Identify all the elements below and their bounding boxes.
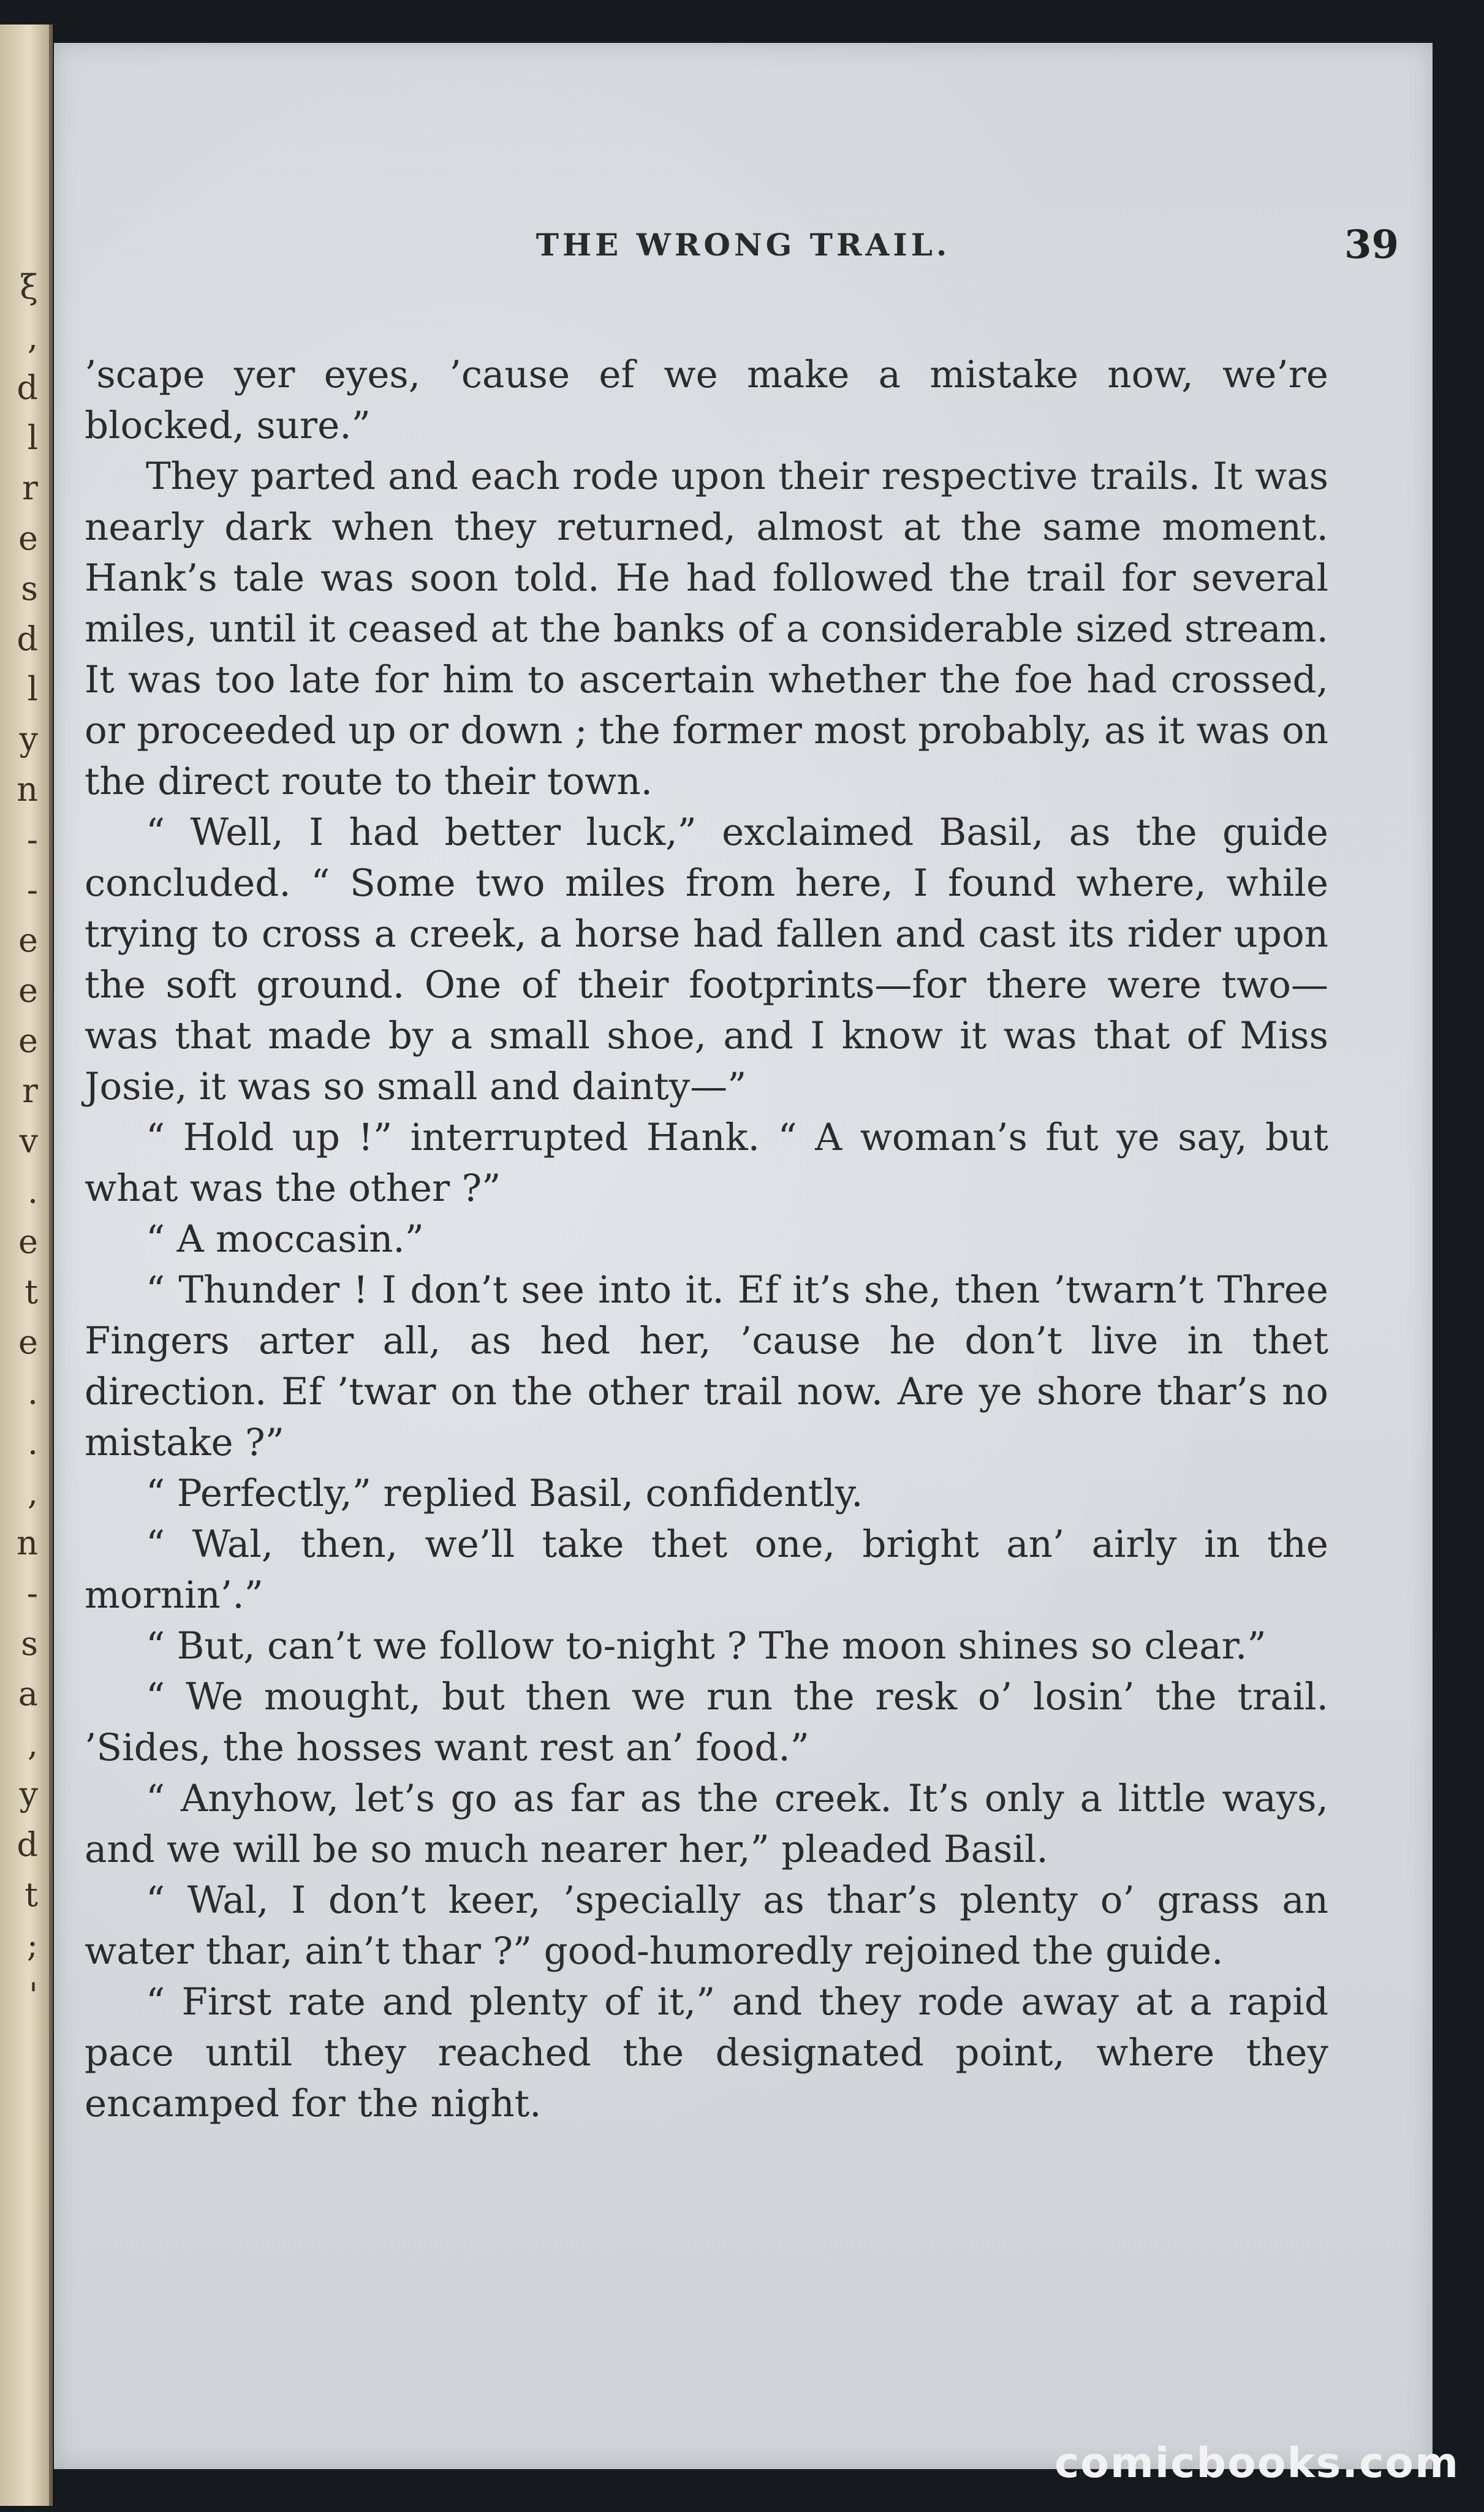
paragraph: “ Well, I had better luck,” exclaimed Basil, as the guide concluded. “ Some two miles from here, I found where, while trying to cross a creek, a horse had fallen and cast its rider upon the soft ground. One of their footprints—for there were two—was that made by a small shoe, and I know it was that of Miss Josie, it was so small and dainty—” xyxy=(85,811,1328,1108)
fragment: d xyxy=(17,619,38,658)
paragraph: “ First rate and plenty of it,” and they rode away at a rapid pace until they reached the designated point, where they encamped for the night. xyxy=(85,1980,1328,2125)
fragment: . xyxy=(27,1373,38,1412)
fragment: . xyxy=(27,1423,38,1462)
fragment: ξ xyxy=(20,268,38,306)
fragment: v xyxy=(19,1122,38,1160)
fragment: e xyxy=(18,519,38,558)
running-head xyxy=(54,222,1433,282)
fragment: e xyxy=(18,971,38,1010)
body-text xyxy=(85,349,1328,2129)
fragment: n xyxy=(17,1524,38,1562)
fragment: s xyxy=(21,1624,38,1663)
site-watermark: comicbooks.com xyxy=(1054,2439,1459,2487)
paragraph: “ A moccasin.” xyxy=(146,1217,424,1261)
fragment: , xyxy=(27,1725,38,1763)
fragment: e xyxy=(18,921,38,959)
fragment: d xyxy=(17,368,38,407)
paragraph: “ We mought, but then we run the resk o’ losin’ the trail. ’Sides, the hosses want rest an’ food.” xyxy=(85,1675,1328,1769)
fragment: ; xyxy=(26,1926,38,1964)
paragraph: “ Wal, I don’t keer, ’specially as thar’s plenty o’ grass an water thar, ain’t thar ?” good-humoredly rejoined the guide. xyxy=(85,1878,1328,1973)
paragraph: “ Wal, then, we’ll take thet one, bright an’ airly in the mornin’.” xyxy=(85,1523,1328,1617)
fragment: e xyxy=(18,1323,38,1361)
paragraph: ’scape yer eyes, ’cause ef we make a mistake now, we’re blocked, sure.” xyxy=(85,353,1328,447)
fragment: r xyxy=(22,1072,38,1110)
fragment: s xyxy=(21,569,38,608)
fragment: t xyxy=(25,1273,38,1311)
facing-page-edge xyxy=(0,25,53,2506)
fragment: l xyxy=(27,670,38,708)
fragment: - xyxy=(26,1574,38,1613)
fragment: , xyxy=(27,1474,38,1512)
paragraph: “ Hold up !” interrupted Hank. “ A woman’s fut ye say, but what was the other ?” xyxy=(85,1116,1328,1210)
page-number: 39 xyxy=(1344,222,1399,268)
fragment: ' xyxy=(29,1976,38,2015)
fragment: - xyxy=(26,871,38,909)
paragraph: “ But, can’t we follow to-night ? The moon shines so clear.” xyxy=(146,1624,1266,1668)
fragment: , xyxy=(27,318,38,357)
fragment: e xyxy=(18,1222,38,1261)
fragment: e xyxy=(18,1021,38,1060)
fragment: d xyxy=(17,1825,38,1864)
fragment: a xyxy=(18,1674,38,1713)
fragment: y xyxy=(19,720,38,759)
paragraph: They parted and each rode upon their respective trails. It was nearly dark when they returned, almost at the same moment. Hank’s tale was soon told. He had followed the trail for several miles, until it ceased at the banks of a considerable sized stream. It was too late for him to ascertain whether the foe had crossed, or proceeded up or down ; the former most probably, as it was on the direct route to their town. xyxy=(85,455,1328,803)
fragment: - xyxy=(26,820,38,859)
fragment: y xyxy=(19,1775,38,1814)
running-title: THE WRONG TRAIL. xyxy=(536,227,951,263)
book-page xyxy=(54,43,1433,2469)
fragment: r xyxy=(22,469,38,507)
fragment: . xyxy=(27,1172,38,1211)
fragment: l xyxy=(27,418,38,457)
fragment: n xyxy=(17,770,38,809)
facing-page-text-fragments xyxy=(17,270,38,2013)
paragraph: “ Perfectly,” replied Basil, confidently. xyxy=(146,1472,863,1515)
paragraph: “ Anyhow, let’s go as far as the creek. It’s only a little ways, and we will be so much nearer her,” pleaded Basil. xyxy=(85,1777,1328,1871)
fragment: t xyxy=(25,1875,38,1914)
paragraph: “ Thunder ! I don’t see into it. Ef it’s she, then ’twarn’t Three Fingers arter all, as hed her, ’cause he don’t live in thet direction. Ef ’twar on the other trail now. Are ye shore thar’s no mistake ?” xyxy=(85,1268,1328,1464)
